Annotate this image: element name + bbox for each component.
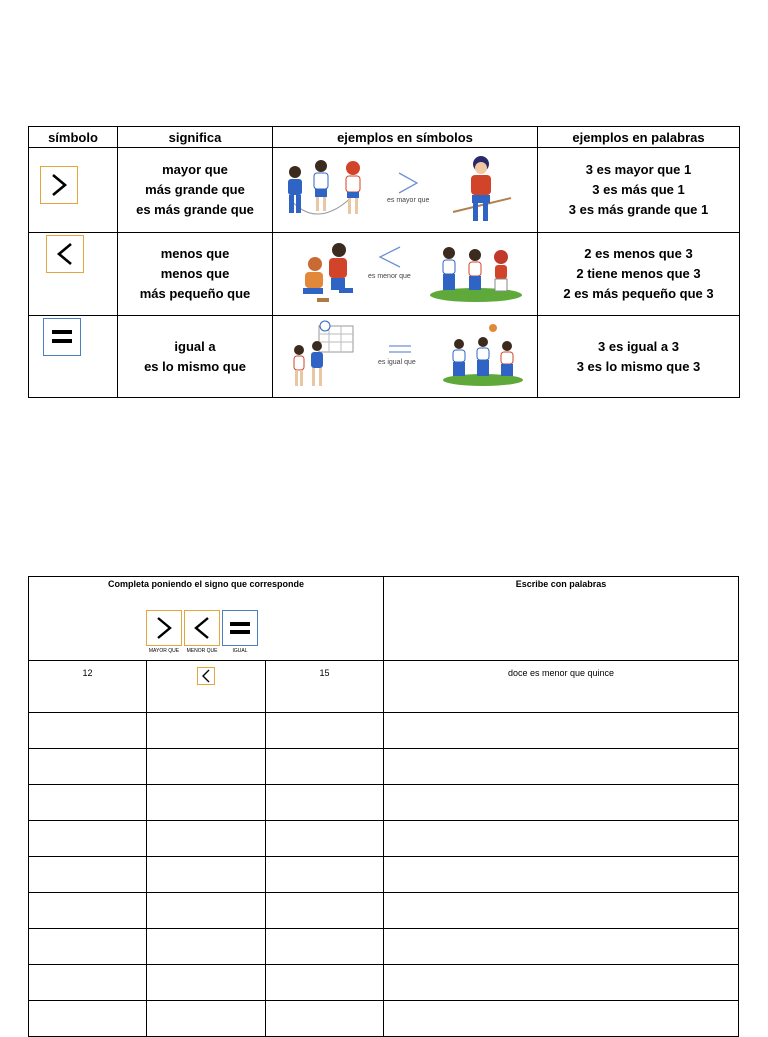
meaning-line: menos que [160, 266, 230, 281]
words-header-text: Escribe con palabras [515, 579, 607, 589]
blank-cell[interactable] [266, 785, 384, 821]
symbol-cell [29, 233, 118, 316]
blank-cell[interactable] [266, 929, 384, 965]
symbol-legend [146, 610, 258, 654]
meaning-cell [118, 316, 273, 398]
children-falling-illustration [299, 238, 359, 308]
blank-row [29, 821, 739, 857]
blank-cell[interactable] [29, 749, 147, 785]
blank-cell[interactable] [147, 785, 266, 821]
children-sack-race-illustration [429, 243, 523, 303]
legend-less [184, 610, 220, 654]
blank-cell[interactable] [384, 929, 739, 965]
blank-cell[interactable] [147, 857, 266, 893]
greater-than-icon [146, 610, 182, 646]
meaning-line: igual a [174, 338, 216, 354]
instruction-text: Completa poniendo el signo que corresponde [107, 579, 305, 589]
blank-cell[interactable] [147, 965, 266, 1001]
legend-greater [146, 610, 182, 654]
header-word-examples: ejemplos en palabras [538, 127, 740, 148]
words-line: 2 es más pequeño que 3 [563, 286, 714, 301]
blank-cell[interactable] [29, 713, 147, 749]
blank-cell[interactable] [384, 965, 739, 1001]
legend-equal [222, 610, 258, 654]
blank-cell[interactable] [29, 821, 147, 857]
words-line: 3 es igual a 3 [598, 338, 679, 354]
meaning-line: es más grande que [136, 202, 254, 217]
less-than-icon [378, 245, 402, 269]
symbol-cell [29, 148, 118, 233]
blank-cell[interactable] [266, 857, 384, 893]
less-than-symbol-icon [46, 235, 84, 273]
reference-header-row [29, 127, 740, 148]
reference-table [28, 126, 740, 398]
blank-cell[interactable] [29, 785, 147, 821]
equals-symbol-icon [43, 318, 81, 356]
children-jumping-rope-illustration [277, 154, 375, 226]
blank-cell[interactable] [147, 713, 266, 749]
boy-jumping-hurdle-illustration [451, 152, 513, 228]
blank-row [29, 749, 739, 785]
greater-than-icon [397, 171, 419, 195]
less-than-icon [184, 610, 220, 646]
reference-row-equal [29, 316, 740, 398]
example-label: es menor que [368, 273, 411, 280]
words-header-cell [384, 577, 739, 661]
header-meaning: significa [118, 127, 273, 148]
blank-cell[interactable] [147, 929, 266, 965]
blank-cell[interactable] [147, 1001, 266, 1037]
blank-cell[interactable] [29, 965, 147, 1001]
blank-cell[interactable] [266, 713, 384, 749]
meaning-line: mayor que [162, 162, 228, 177]
instruction-cell [29, 577, 384, 661]
blank-cell[interactable] [29, 1001, 147, 1037]
meaning-line: más grande que [145, 182, 245, 197]
blank-cell[interactable] [384, 893, 739, 929]
blank-row [29, 893, 739, 929]
equals-icon [222, 610, 258, 646]
blank-cell[interactable] [384, 785, 739, 821]
words-line: 2 es menos que 3 [584, 246, 693, 261]
blank-cell[interactable] [266, 749, 384, 785]
blank-cell[interactable] [266, 1001, 384, 1037]
left-number-cell: 12 [29, 661, 147, 713]
greater-than-symbol-icon [40, 166, 78, 204]
blank-row [29, 929, 739, 965]
right-number-cell: 15 [266, 661, 384, 713]
legend-label: MAYOR QUE [148, 648, 180, 654]
header-symbol: símbolo [29, 127, 118, 148]
words-line: 3 es más grande que 1 [568, 202, 709, 217]
example-row [29, 661, 739, 713]
meaning-line: es lo mismo que [144, 358, 246, 374]
blank-cell[interactable] [384, 1001, 739, 1037]
symbol-example-cell [273, 233, 538, 316]
blank-row [29, 965, 739, 1001]
words-line: 2 tiene menos que 3 [576, 266, 701, 281]
words-cell [538, 233, 740, 316]
legend-label: IGUAL [232, 648, 248, 654]
blank-cell[interactable] [147, 821, 266, 857]
reference-row-greater [29, 148, 740, 233]
blank-cell[interactable] [266, 821, 384, 857]
blank-row [29, 857, 739, 893]
blank-row [29, 785, 739, 821]
blank-row [29, 713, 739, 749]
blank-cell[interactable] [384, 749, 739, 785]
meaning-cell [118, 148, 273, 233]
children-playing-ball-illustration [441, 322, 523, 388]
volleyball-players-illustration [285, 320, 357, 394]
symbol-example-cell [273, 148, 538, 233]
blank-cell[interactable] [266, 965, 384, 1001]
symbol-example-cell [273, 316, 538, 398]
blank-cell[interactable] [266, 893, 384, 929]
blank-cell[interactable] [29, 929, 147, 965]
blank-row [29, 1001, 739, 1037]
blank-cell[interactable] [384, 713, 739, 749]
words-line: 3 es más que 1 [592, 182, 685, 197]
words-cell [538, 148, 740, 233]
less-than-icon [197, 667, 215, 685]
header-symbol-examples: ejemplos en símbolos [273, 127, 538, 148]
blank-cell[interactable] [384, 857, 739, 893]
words-answer-cell: doce es menor que quince [384, 661, 739, 713]
meaning-line: menos que [160, 246, 230, 261]
blank-cell[interactable] [29, 893, 147, 929]
practice-header-row [29, 577, 739, 661]
words-line: 3 es lo mismo que 3 [576, 358, 701, 374]
meaning-line: más pequeño que [139, 286, 251, 301]
symbol-cell [29, 316, 118, 398]
legend-label: MENOR QUE [186, 648, 218, 654]
meaning-cell [118, 233, 273, 316]
reference-row-less [29, 233, 740, 316]
blank-cell[interactable] [29, 857, 147, 893]
blank-cell[interactable] [147, 893, 266, 929]
blank-cell[interactable] [147, 749, 266, 785]
practice-table [28, 576, 739, 1037]
example-label: es mayor que [387, 197, 430, 204]
words-line: 3 es mayor que 1 [585, 162, 692, 177]
example-label: es igual que [378, 359, 416, 366]
words-cell [538, 316, 740, 398]
sign-cell [147, 661, 266, 713]
equals-icon [389, 344, 411, 354]
blank-cell[interactable] [384, 821, 739, 857]
